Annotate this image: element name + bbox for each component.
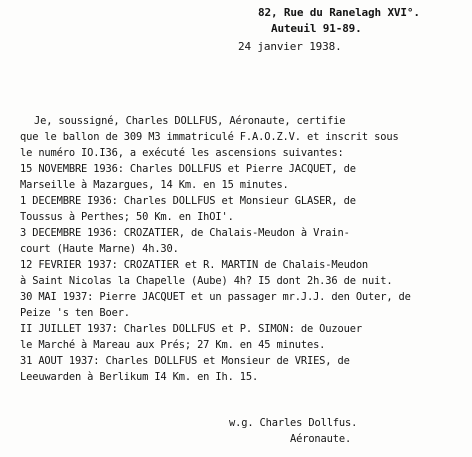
address-street: 82, Rue du Ranelagh XVI°. <box>258 6 420 19</box>
body-line-11: à Saint Nicolas la Chapelle (Aube) 4h? I5 dont 2h.36 de nuit. <box>20 275 393 287</box>
body-line-6: 1 DECEMBRE I936: Charles DOLLFUS et Monsieur GLASER, de <box>20 195 356 207</box>
signature-name: w.g. Charles Dollfus. <box>229 417 358 429</box>
letter-date: 24 janvier 1938. <box>238 40 342 53</box>
body-line-1: Je, soussigné, Charles DOLLFUS, Aéronaute, certifie <box>34 115 346 127</box>
body-line-5: Marseille à Mazargues, 14 Km. en 15 minutes. <box>20 179 289 191</box>
body-line-17: Leeuwarden à Berlikum I4 Km. en Ih. 15. <box>20 371 259 383</box>
body-line-16: 31 AOUT 1937: Charles DOLLFUS et Monsieur de VRIES, de <box>20 355 350 367</box>
body-line-3: le numéro IO.I36, a exécuté les ascensions suivantes: <box>20 147 344 159</box>
body-line-15: le Marché à Mareau aux Prés; 27 Km. en 45 minutes. <box>20 339 326 351</box>
body-line-4: 15 NOVEMBRE 1936: Charles DOLLFUS et Pierre JACQUET, de <box>20 163 356 175</box>
body-line-10: 12 FEVRIER 1937: CROZATIER et R. MARTIN de Chalais-Meudon <box>20 259 369 271</box>
body-line-13: Peize 's ten Boer. <box>20 307 130 319</box>
body-line-8: 3 DECEMBRE 1936: CROZATIER, de Chalais-Meudon à Vrain- <box>20 227 350 239</box>
body-line-14: II JUILLET 1937: Charles DOLLFUS et P. SIMON: de Ouzouer <box>20 323 362 335</box>
signature-title: Aéronaute. <box>290 433 352 445</box>
body-line-2: que le ballon de 309 M3 immatriculé F.A.O.Z.V. et inscrit sous <box>20 131 399 143</box>
body-line-7: Toussus à Perthes; 50 Km. en IhOI'. <box>20 211 234 223</box>
address-phone: Auteuil 91-89. <box>271 22 362 35</box>
body-line-9: court (Haute Marne) 4h.30. <box>20 243 179 255</box>
body-line-12: 30 MAI 1937: Pierre JACQUET et un passager mr.J.J. den Outer, de <box>20 291 411 303</box>
